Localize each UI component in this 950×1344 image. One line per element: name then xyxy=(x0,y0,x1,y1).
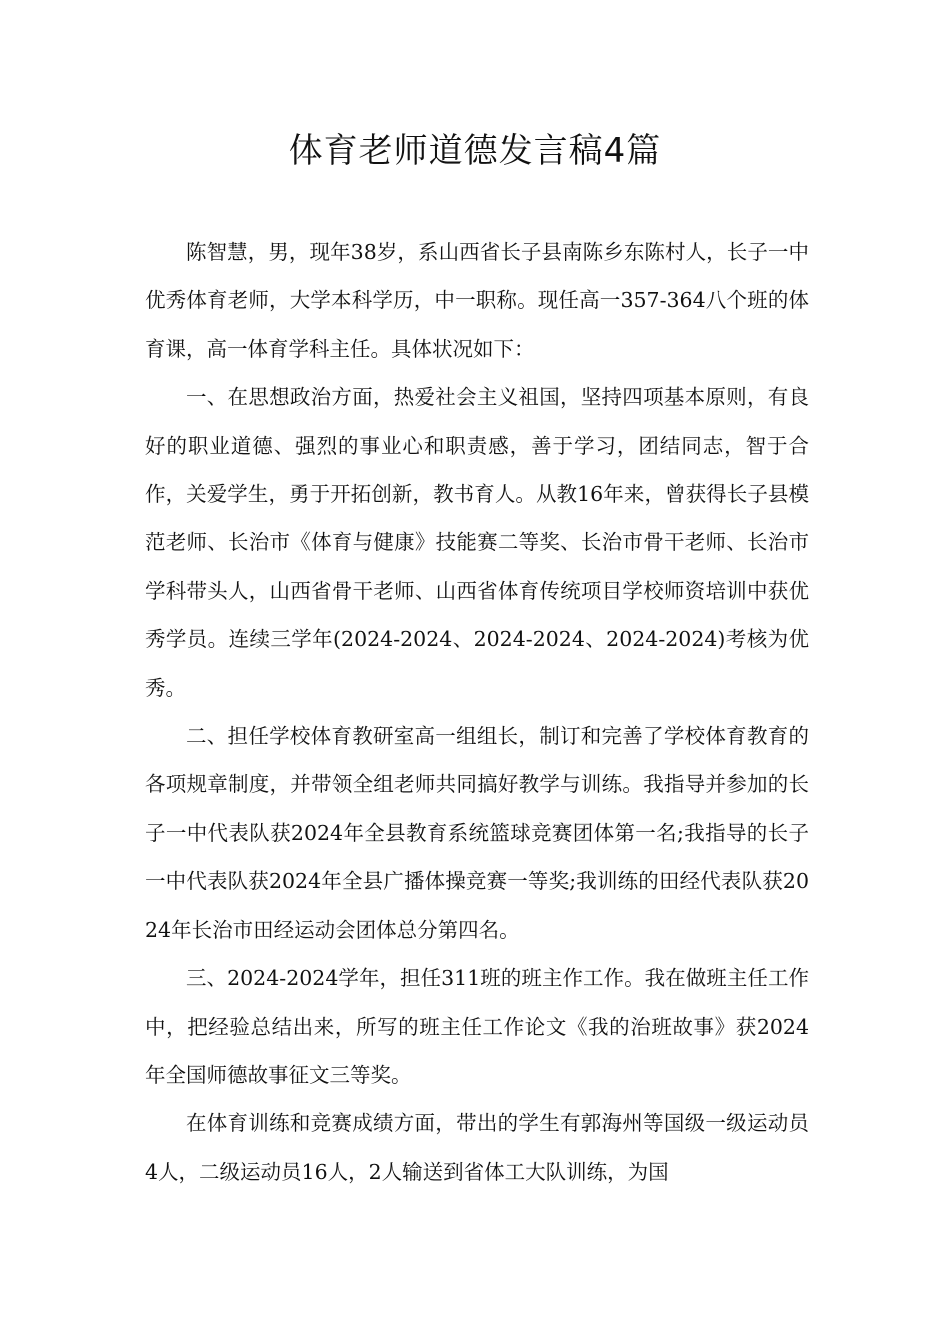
paragraph: 在体育训练和竞赛成绩方面，带出的学生有郭海州等国级一级运动员4人，二级运动员16人，2人输送到省体工大队训练，为国 xyxy=(145,1111,809,1184)
paragraph: 三、2024-2024学年，担任311班的班主作工作。我在做班主任工作中，把经验总结出来，所写的班主任工作论文《我的治班故事》获2024年全国师德故事征文三等奖。 xyxy=(145,966,809,1087)
document-body xyxy=(145,228,809,1196)
document-title: 体育老师道德发言稿4篇 xyxy=(288,131,662,171)
paragraph: 陈智慧，男，现年38岁，系山西省长子县南陈乡东陈村人，长子一中优秀体育老师，大学本科学历，中一职称。现任高一357-364八个班的体育课，高一体育学科主任。具体状况如下： xyxy=(145,240,809,361)
paragraph: 一、在思想政治方面，热爱社会主义祖国，坚持四项基本原则，有良好的职业道德、强烈的事业心和职责感，善于学习，团结同志，智于合作，关爱学生，勇于开拓创新，教书育人。从教16年来，曾获得长子县模范老师、长治市《体育与健康》技能赛二等奖、长治市骨干老师、长治市学科带头人，山西省骨干老师、山西省体育传统项目学校师资培训中获优秀学员。连续三学年(2024-2024、2024-2024、2024-2024)考核为优秀。 xyxy=(145,385,809,700)
paragraph: 二、担任学校体育教研室高一组组长，制订和完善了学校体育教育的各项规章制度，并带领全组老师共同搞好教学与训练。我指导并参加的长子一中代表队获2024年全县教育系统篮球竞赛团体第一名;我指导的长子一中代表队获2024年全县广播体操竞赛一等奖;我训练的田经代表队获2024年长治市田经运动会团体总分第四名。 xyxy=(145,724,809,942)
